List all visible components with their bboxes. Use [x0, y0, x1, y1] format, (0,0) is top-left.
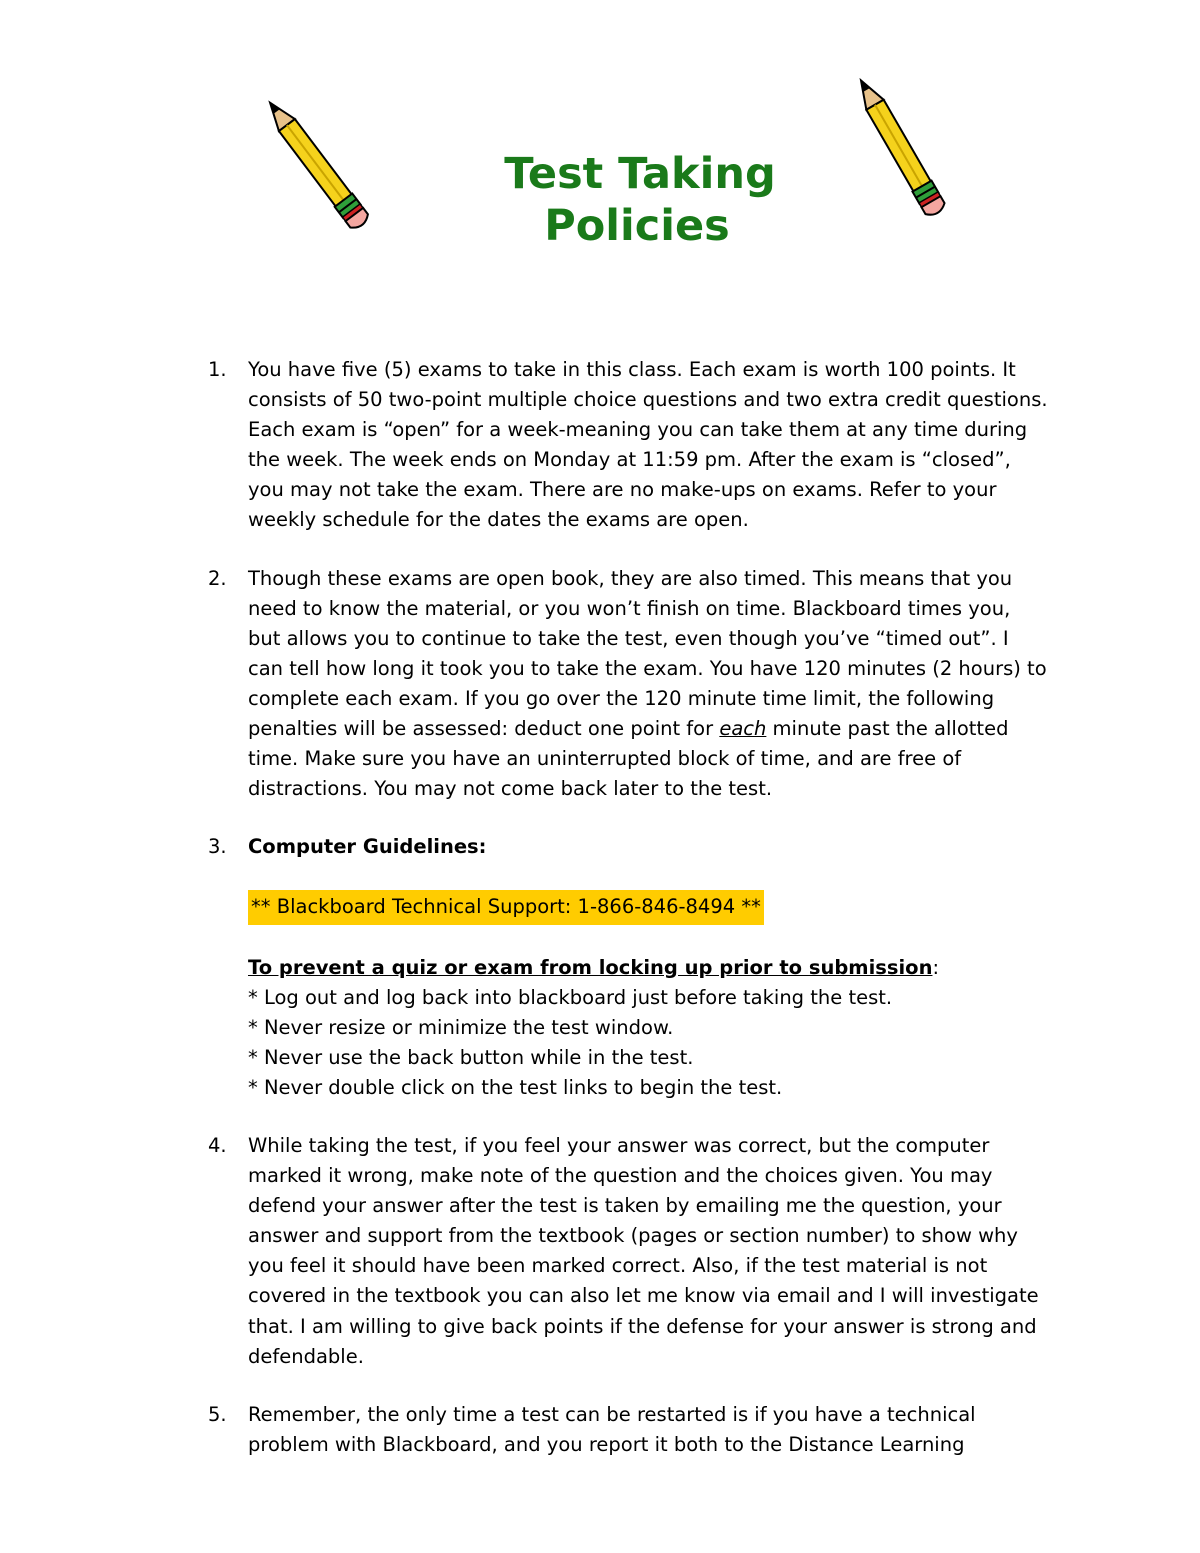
list-item	[208, 355, 1048, 536]
support-phone-highlight: ** Blackboard Technical Support: 1-866-846-8494 **	[248, 890, 764, 924]
item-number: 4.	[208, 1133, 227, 1157]
title-line-2: Policies	[544, 201, 730, 251]
item-number: 2.	[208, 566, 227, 590]
section-heading: Computer Guidelines:	[248, 835, 487, 859]
subheading	[248, 953, 1048, 983]
bullet-item: * Never resize or minimize the test window.	[248, 1015, 674, 1039]
pencil-icon	[255, 85, 380, 245]
list-item	[208, 1131, 1048, 1372]
list-item	[208, 1400, 1048, 1460]
bullet-item: * Never use the back button while in the test.	[248, 1045, 694, 1069]
item-number: 5.	[208, 1402, 227, 1426]
bullet-item: * Log out and log back into blackboard just before taking the test.	[248, 985, 893, 1009]
item-text: While taking the test, if you feel your answer was correct, but the computer marked it wrong, make note of the question and the choices given. You may defend your answer after the test is taken by emailing me the question, your answer and support from the textbook (pages or section number) to show why you feel it should have been marked correct. Also, if the test material is not covered in the textbook you can also let me know via email and I will investigate that. I am willing to give back points if the defense for your answer is strong and defendable.	[248, 1133, 1039, 1368]
bullet-item: * Never double click on the test links to begin the test.	[248, 1075, 783, 1099]
item-number: 3.	[208, 835, 227, 859]
page-title	[440, 148, 840, 252]
item-text: Remember, the only time a test can be restarted is if you have a technical problem with Blackboard, and you report it both to the Distance Learning	[248, 1402, 976, 1456]
item-text-part: minute past the allotted time. Make sure you have an uninterrupted block of time, and are free of distractions. You may not come back later to the test.	[248, 717, 1009, 801]
subheading-colon: :	[932, 955, 940, 979]
item-text-part: Though these exams are open book, they are also timed. This means that you need to know the material, or you won’t finish on time. Blackboard times you, but allows you to continue to take the test, even though you’ve “timed out”. I can tell how long it took you to take the exam. You have 120 minutes (2 hours) to complete each exam. If you go over the 120 minute time limit, the following penalties will be assessed: deduct one point for	[248, 566, 1047, 741]
item-number: 1.	[208, 358, 227, 381]
emphasis-text: each	[719, 717, 767, 741]
subheading-text: To prevent a quiz or exam from locking up prior to submission	[248, 955, 933, 979]
pencil-icon	[838, 68, 963, 228]
list-item	[208, 832, 1048, 1103]
title-line-1: Test Taking	[504, 149, 776, 199]
item-text	[248, 564, 1048, 805]
policy-list	[208, 355, 1048, 1488]
list-item	[208, 564, 1048, 805]
item-text: You have five (5) exams to take in this class. Each exam is worth 100 points. It consists of 50 two-point multiple choice questions and two extra credit questions. Each exam is “open” for a week-meaning you can take them at any time during the week. The week ends on Monday at 11:59 pm. After the exam is “closed”, you may not take the exam. There are no make-ups on exams. Refer to your weekly schedule for the dates the exams are open.	[248, 358, 1048, 532]
